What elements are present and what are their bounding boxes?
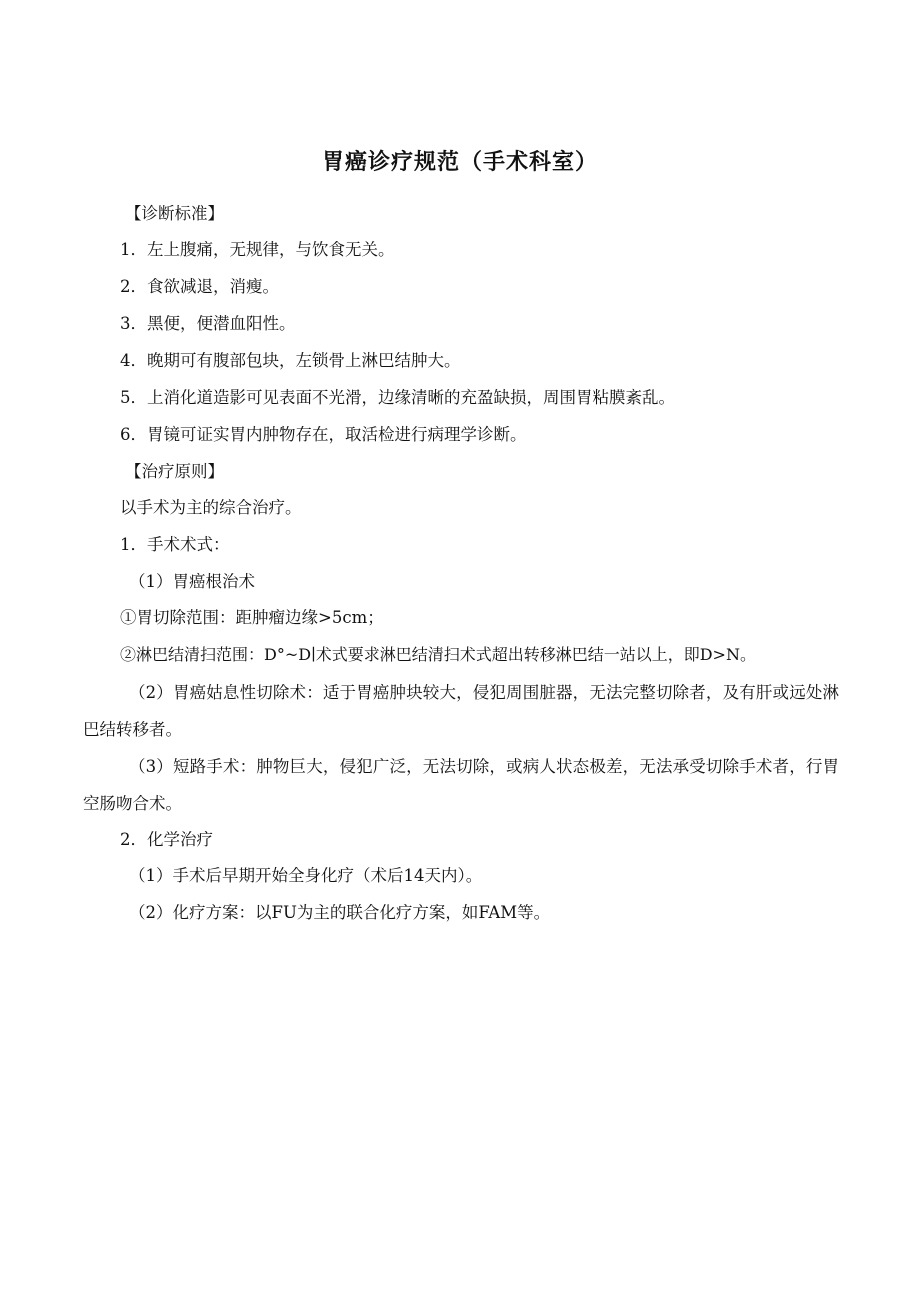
chemo-header: 2．化学治疗: [120, 830, 213, 849]
diagnosis-item-3: 3．黑便，便潜血阳性。: [120, 314, 296, 333]
diagnosis-item-2: 2．食欲减退，消瘦。: [120, 277, 279, 296]
chemo-item-1: （1）手术后早期开始全身化疗（术后14天内）。: [129, 866, 483, 885]
diagnosis-item-6: 6．胃镜可证实胃内肿物存在，取活检进行病理学诊断。: [120, 425, 527, 444]
bypass-surgery-paragraph: （3）短路手术：肿物巨大，侵犯广泛，无法切除，或病人状态极差，无法承受切除手术者，行胃空肠吻合术。: [83, 757, 839, 813]
surgery-header: 1．手术术式：: [120, 535, 230, 554]
palliative-surgery-paragraph: （2）胃癌姑息性切除术：适于胃癌肿块较大，侵犯周围脏器，无法完整切除者，及有肝或远处淋巴结转移者。: [83, 683, 839, 739]
treatment-intro: 以手术为主的综合治疗。: [120, 498, 302, 517]
diagnosis-item-4: 4．晚期可有腹部包块，左锁骨上淋巴结肿大。: [120, 351, 461, 370]
diagnosis-header: 【诊断标准】: [125, 204, 224, 223]
radical-surgery-header: （1）胃癌根治术: [129, 572, 255, 591]
document-title: 胃癌诊疗规范（手术科室）: [321, 150, 598, 175]
chemo-item-2: （2）化疗方案：以FU为主的联合化疗方案，如FAM等。: [129, 903, 551, 922]
treatment-header: 【治疗原则】: [125, 462, 224, 481]
diagnosis-item-1: 1．左上腹痛，无规律，与饮食无关。: [120, 240, 395, 259]
radical-surgery-item-2: ②淋巴结清扫范围：D°~D∣术式要求淋巴结清扫术式超出转移淋巴结一站以上，即D>N。: [120, 645, 756, 664]
radical-surgery-item-1: ①胃切除范围：距肿瘤边缘>5cm；: [120, 608, 384, 627]
diagnosis-item-5: 5．上消化道造影可见表面不光滑，边缘清晰的充盈缺损，周围胃粘膜紊乱。: [120, 388, 675, 407]
